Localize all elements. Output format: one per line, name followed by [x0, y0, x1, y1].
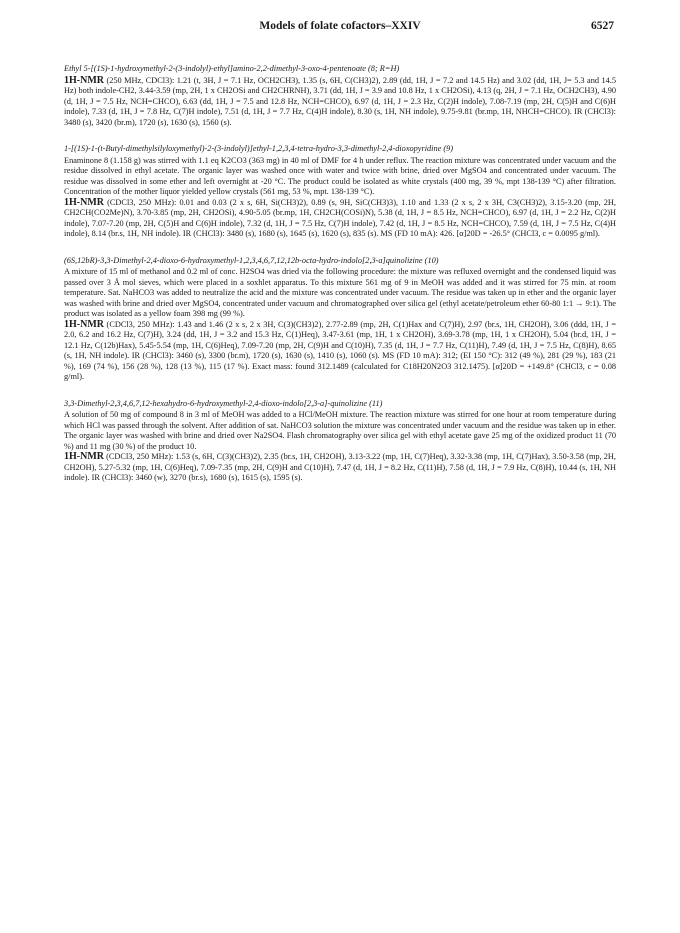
nmr-text: (CDCl3, 250 MHz): 1.43 and 1.46 (2 x s, 2 x 3H, C(3)(CH3)2), 2.77-2.89 (mp, 2H, C(1)Hax and C(7)H), 2.97 (br.s, 1H, CH2OH), 3.06 (ddd, 1H, J = 2.0, 6.2 and 16.2 Hz, C(7)H), 3.24 (dd, 1H, J = 3.2 and 15.3 Hz, C(1)Heq), 3.47-3.61 (mp, 1H, 1 x CH2OH), 3.69-3.78 (mp, 1H, 1 x CH2OH), 5.04 (br.d, 1H, J = 12.1 Hz, C(12b)Hax), 5.45-5.54 (mp, 1H, C(6)Heq), 7.09-7.20 (mp, 2H, C(9)H and C(10)H), 7.35 (d, 1H, J = 7.7 Hz, C(11)H), 7.49 (d, 1H, J = 7.5 Hz, C(8)H), 8.65 (s, 1H, NH indole). IR (CHCl3): 3460 (s), 3300 (br.m), 1720 (s), 1630 (s), 1410 (s), 1060 (s). MS (FD 10 mA): 312; (EI 150 °C): 312 (49 %), 281 (29 %), 183 (21 %), 169 (74 %), 156 (28 %), 128 (13 %), 115 (17 %). Exact mass: found 312.1489 (calculated for C18H20N2O3 312.1475). [α]20D = +149.8° (CHCl3, c = 0.08 g/ml).: [64, 319, 616, 381]
compound-title-text: 1-[(1S)-1-(t-Butyl-dimethylsilyloxymethyl)-2-(3-indolyl)]ethyl-1,2,3,4-tetra-hydro-3,3-dimethyl-2,4-dioxopyridine (9): [64, 144, 454, 153]
article-body: [64, 64, 616, 497]
nmr-label: 1H-NMR: [64, 74, 104, 86]
nmr-data: [64, 452, 616, 484]
procedure-paragraph: A solution of 50 mg of compound 8 in 3 ml of MeOH was added to a HCl/MeOH mixture. The reaction mixture was stirred for one hour at room temperature during which HCl was passed through the solvent. After addition of sat. NaHCO3 solution the mixture was concentrated under vacuum and the residue was taken up in ether. The organic layer was washed with brine and dried over Na2SO4. Flash chromatography over silica gel with ethyl acetate gave 25 mg of the oxidized product 11 (70 %) and 11 mg (30 %) of the product 10.: [64, 410, 616, 451]
nmr-label: 1H-NMR: [64, 196, 104, 208]
compound-title: [64, 399, 616, 410]
compound-title-text: (6S,12bR)-3,3-Dimethyl-2,4-dioxo-6-hydroxymethyl-1,2,3,4,6,7,12,12b-octa-hydro-indolo[2,3-a]quinolizine (10): [64, 255, 439, 265]
experimental-section: [64, 144, 616, 240]
running-header: [66, 20, 614, 36]
experimental-section: [64, 64, 616, 128]
nmr-data: [64, 320, 616, 383]
procedure-paragraph: A mixture of 15 ml of methanol and 0.2 ml of conc. H2SO4 was dried via the following procedure: the mixture was refluxed overnight and the condensed liquid was passed over 3 Å mol sieves, which were placed in a soxhlet apparatus. To this mixture 561 mg of 9 in MeOH was added and it was stirred for 75 min. at room temperature. Sat. NaHCO3 was added to neutralize the acid and the mixture was concentrated under vacuum. The residue was taken up in ether and the organic layer was washed with brine and dried over MgSO4, concentrated under vacuum and chromatographed over silica gel (ethyl acetate/petroleum ether 60-80 1:1 → 9:1). The product was isolated as a yellow foam 398 mg (99 %).: [64, 267, 616, 318]
compound-title-text: 3,3-Dimethyl-2,3,4,6,7,12-hexahydro-6-hydroxymethyl-2,4-dioxo-indolo[2,3-a]-quinolizine (11): [64, 398, 383, 408]
experimental-section: [64, 399, 616, 484]
experimental-section: [64, 256, 616, 383]
nmr-text: (CDCl3, 250 MHz): 1.53 (s, 6H, C(3)(CH3)2), 2.35 (br.s, 1H, CH2OH), 3.13-3.22 (mp, 1H, C(7)Heq), 3.32-3.38 (mp, 1H, C(7)Hax), 3.50-3.58 (mp, 2H, CH2OH), 5.27-5.32 (mp, 1H, C(6)Heq), 7.09-7.35 (mp, 2H, C(9)H and C(10)H), 7.47 (d, 1H, J = 8.2 Hz, C(11)H), 7.58 (d, 1H, J = 7.9 Hz, C(8)H), 10.44 (s, 1H, NH indole). IR (CHCl3): 3460 (w), 3270 (br.s), 1680 (s), 1615 (s), 1595 (s).: [64, 452, 616, 482]
nmr-text: (CDCl3, 250 MHz): 0.01 and 0.03 (2 x s, 6H, Si(CH3)2), 0.89 (s, 9H, SiC(CH3)3), 1.10 and 1.33 (2 x s, 2 x 3H, C3(CH3)2), 3.15-3.20 (mp, 2H, CH2CH(CO2Me)N), 3.70-3.85 (mp, 2H, CH2OSi), 4.90-5.05 (br.mp, 1H, CH2CH(COSi)N), 5.38 (d, 1H, J = 8.5 Hz, NCH=CHCO), 6.97 (d, 1H, J = 2.2 Hz, C(2)H indole), 7.07-7.20 (mp, 2H, C(5)H and C(6)H indole), 7.32 (d, 1H, J = 7.5 Hz, C(7)H indole), 7.42 (d, 1H, J = 8.5 Hz, NCH=CHCO), 7.59 (d, 1H, J = 7.5 Hz, C(4)H indole), 8.14 (br.s, 1H, NH indole). IR (CHCl3): 3480 (s), 1680 (s), 1645 (s), 1620 (s), 835 (s). MS (FD 10 mA): 426. [α]20D = -26.5° (CHCl3, c = 0.0095 g/ml).: [64, 197, 616, 238]
compound-title: [64, 64, 616, 75]
nmr-data: [64, 76, 616, 129]
nmr-data: [64, 198, 616, 240]
procedure-paragraph: Enaminone 8 (1.158 g) was stirred with 1.1 eq K2CO3 (363 mg) in 40 ml of DMF for 4 h under reflux. The reaction mixture was concentrated under vacuum and the residue dissolved in ethyl acetate. The organic layer was washed once with water and twice with brine, dried over MgSO4 and concentrated under vacuum. The residue was dissolved in some ether and left overnight at -20 °C. The product could be isolated as white crystals (400 mg, 39 %, mpt 138-139 °C) after filtration. Concentration of the mother liquor yielded yellow crystals (561 mg, 53 %, mpt. 138-139 °C).: [64, 155, 616, 196]
nmr-text: (250 MHz, CDCl3): 1.21 (t, 3H, J = 7.1 Hz, OCH2CH3), 1.35 (s, 6H, C(CH3)2), 2.89 (dd, 1H, J = 7.2 and 14.5 Hz) and 3.02 (dd, 1H, J= 5.3 and 14.5 Hz) both indole-CH2, 3.44-3.59 (mp, 2H, 1 x CH2OSi and CH2CHRNH), 3.71 (dd, 1H, J = 3.9 and 10.8 Hz, 1 x CH2OSi), 4.13 (q, 2H, J = 7.1 Hz, OCH2CH3), 4.90 (d, 1H, J = 7.5 Hz, NCH=CHCO), 6.63 (dd, 1H, J = 7.5 and 12.8 Hz, NCH=CHCO), 6.97 (d, 1H, J = 2.3 Hz, C(2)H indole), 7.08-7.19 (mp, 2H, C(5)H and C(6)H indole), 7.33 (d, 1H, J = 7.8 Hz, C(7)H indole), 7.51 (d, 1H, J = 7.7 Hz, C(4)H indole), 8.30 (s, 1H, NH indole), 9.75-9.81 (br.mp, 1H, NHCH=CHCO). IR (CHCl3): 3480 (s), 3420 (br.m), 1720 (s), 1630 (s), 1560 (s).: [64, 75, 616, 127]
running-title: Models of folate cofactors–XXIV: [259, 20, 421, 32]
nmr-label: 1H-NMR: [64, 451, 104, 462]
nmr-label: 1H-NMR: [64, 318, 104, 330]
compound-title-text: Ethyl 5-[(1S)-1-hydroxymethyl-2-(3-indolyl)-ethyl]amino-2,2-dimethyl-3-oxo-4-pentenoate (8; R=H): [64, 64, 400, 73]
page-number: 6527: [591, 20, 614, 32]
compound-title: [64, 144, 616, 155]
compound-title: [64, 256, 616, 267]
